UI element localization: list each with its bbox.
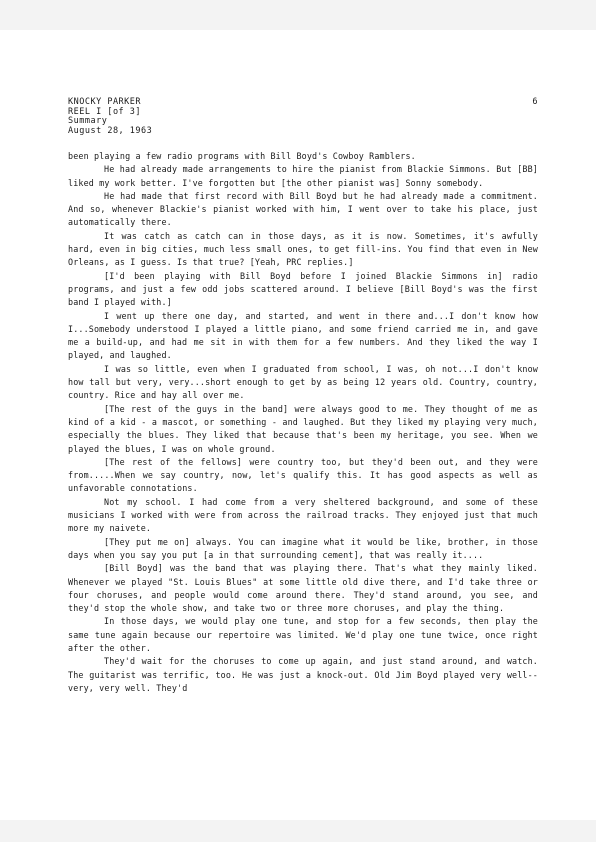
paragraph: I went up there one day, and started, and went in there and...I don't know how I...Somebody understood I played a little piano, and some friend carried me in, and gave me a build-up, and had me sit in with them for a few numbers. And they liked the way I played, and laughed. <box>68 310 538 361</box>
paragraph: [The rest of the guys in the band] were always good to me. They thought of me as kind of a kid - a mascot, or something - and laughed. But they liked my playing very much, especially the blues. They liked that because that's been my heritage, you see. When we played the blues, I was on whole ground. <box>68 403 538 454</box>
paragraph: In those days, we would play one tune, and stop for a few seconds, then play the same tune again because our repertoire was limited. We'd play one tune twice, once right after the other. <box>68 616 538 653</box>
header-line: Summary <box>68 116 108 126</box>
page-header <box>68 98 538 136</box>
scan-bottom-margin <box>0 820 596 842</box>
paragraph: [They put me on] always. You can imagine what it would be like, brother, in those days when you say you put [a in that surrounding cement], that was really it.... <box>68 536 538 560</box>
header-line: August 28, 1963 <box>68 125 153 136</box>
paragraph: [Bill Boyd] was the band that was playing there. That's what they mainly liked. Whenever we played "St. Louis Blues" at some little old dive there, and I'd take three or four choruses, and people would come around there. They'd stand around, you see, and they'd stop the whole show, and take two or three more choruses, and play the thing. <box>68 563 538 614</box>
paragraph: [The rest of the fellows] were country too, but they'd been out, and they were from.....When we say country, now, let's qualify this. It has good aspects as well as unfavorable connotations. <box>68 456 538 494</box>
paragraph: He had made that first record with Bill Boyd but he had already made a commitment. And so, whenever Blackie's pianist worked with him, I went over to take his place, just automatically there. <box>68 190 538 228</box>
document-body <box>68 150 538 695</box>
header-line: KNOCKY PARKER <box>68 97 142 107</box>
paragraph: [I'd been playing with Bill Boyd before I joined Blackie Simmons in] radio programs, and just a few odd jobs scattered around. I believe [Bill Boyd's was the first band I played with.] <box>68 270 538 308</box>
paragraph: I was so little, even when I graduated from school, I was, oh not...I don't know how tall but very, very...short enough to get by as being 12 years old. Country, country, country. Rice and hay all over me. <box>68 363 538 401</box>
paragraph: He had already made arrangements to hire the pianist from Blackie Simmons. But [BB] liked my work better. I've forgotten but [the other pianist was] Sonny somebody. <box>68 164 538 188</box>
paragraph: been playing a few radio programs with Bill Boyd's Cowboy Ramblers. <box>68 151 416 161</box>
page-number: 6 <box>532 97 538 107</box>
document-page <box>68 98 538 695</box>
scan-top-margin <box>0 0 596 30</box>
paragraph: They'd wait for the choruses to come up again, and just stand around, and watch. The guitarist was terrific, too. He was just a knock-out. Old Jim Boyd played very well--very, very well. They'd <box>68 656 538 693</box>
paragraph: Not my school. I had come from a very sheltered background, and some of these musicians I worked with were from across the railroad tracks. They enjoyed just that much more my naivete. <box>68 496 538 534</box>
header-line: REEL I [of 3] <box>68 106 142 117</box>
paragraph: It was catch as catch can in those days, as it is now. Sometimes, it's awfully hard, even in big cities, much less small ones, to get fill-ins. You find that even in New Orleans, as I guess. Is that true? [Yeah, PRC replies.] <box>68 230 538 268</box>
